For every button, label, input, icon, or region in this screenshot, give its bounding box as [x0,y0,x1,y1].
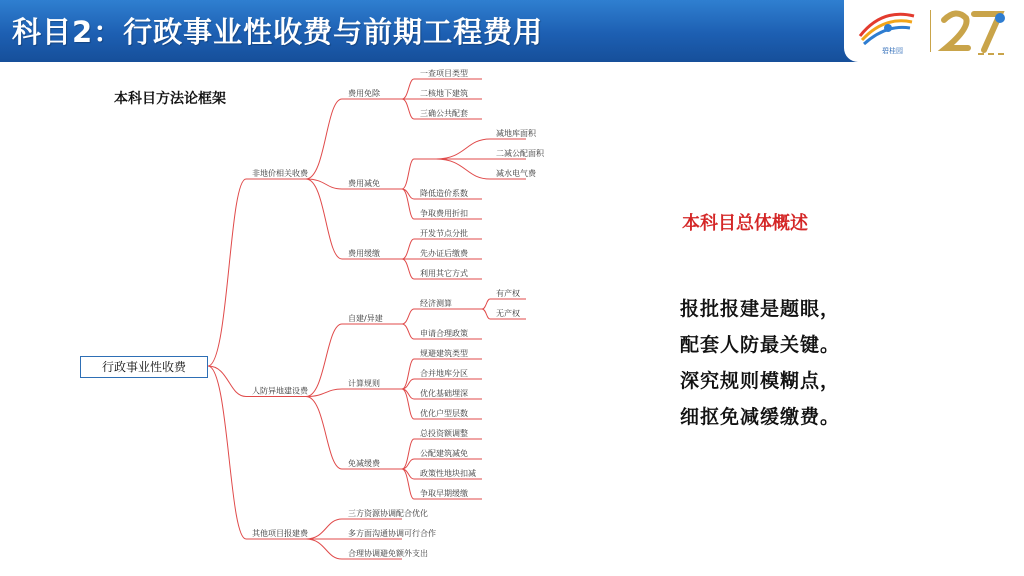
mindmap-node-label: 争取早期缓缴 [420,489,468,498]
title-bar [0,0,1024,62]
slide-title: 科目2：行政事业性收费与前期工程费用 [12,15,544,49]
logo-area [844,0,1024,62]
connector-line [482,309,490,319]
connector-line [208,366,246,539]
mindmap-node-label: 申请合理政策 [420,329,468,338]
connector-line [306,179,342,189]
company-logo-icon [852,6,922,56]
mindmap-node-label: 无产权 [496,309,520,318]
connector-line [306,179,342,259]
overview-title: 本科目总体概述 [682,213,808,234]
mindmap-node-label: 公配建筑减免 [420,449,468,458]
mindmap-node-label: 合并地库分区 [420,369,468,378]
mindmap-node-label: 经济测算 [420,299,452,308]
mindmap-node-label: 二核地下建筑 [420,89,468,98]
mindmap-node-label: 开发节点分批 [420,229,468,238]
connector-line [402,79,414,99]
connector-line [306,389,342,397]
connector-line [306,397,342,470]
mindmap-node-label: 费用减免 [348,179,380,188]
brand-name: 碧桂园 [882,47,903,55]
connector-line [402,309,414,324]
mindmap-title: 本科目方法论框架 [114,91,226,107]
mindmap-node-label: 计算规则 [348,379,380,388]
mindmap-node-label: 人防异地建设费 [252,386,308,396]
connector-line [402,239,414,259]
connector-line [402,99,414,119]
mindmap-node-label: 减地库面积 [496,129,536,138]
overview-line-2: 配套人防最关键。 [680,334,841,356]
mindmap-node-label: 三方资源协调配合优化 [348,509,428,518]
mindmap-node-label: 政策性地块扣减 [420,469,476,478]
connector-line [402,159,414,189]
overview-verse [680,291,840,435]
mindmap-node-label: 争取费用折扣 [420,209,468,218]
connector-line [208,179,246,366]
connector-line [436,159,490,179]
mindmap-node-label: 优化户型层数 [420,409,468,418]
methodology-mindmap [74,69,544,572]
mindmap-node-label: 利用其它方式 [420,269,468,278]
overview-line-1: 报批报建是题眼， [680,298,841,320]
mindmap-node-label: 先办证后缴费 [420,249,468,258]
connector-line [436,139,490,159]
connector-line [306,519,342,539]
connector-line [402,324,414,339]
mindmap-node-label: 一查项目类型 [420,69,468,78]
mindmap-node-label: 总投资额调整 [420,429,468,438]
mindmap-node-label: 优化基础埋深 [420,389,468,398]
mindmap-node-label: 多方面沟通协调可行合作 [348,529,436,538]
anniversary-27-logo-icon [938,4,1018,58]
connector-line [402,259,414,279]
mindmap-node-label: 规避建筑类型 [420,349,468,358]
mindmap-node-label: 三确公共配套 [420,109,468,118]
overview-line-4: 细抠免减缓缴费。 [680,406,841,428]
connector-line [482,299,490,309]
logo-divider [930,10,931,52]
overview-line-3: 深究规则模糊点， [680,370,841,392]
mindmap-node-label: 降低造价系数 [420,189,468,198]
mindmap-node-label: 费用缓缴 [348,249,380,258]
mindmap-canvas [74,69,544,572]
mindmap-node-label: 其他项目报建费 [252,529,308,538]
mindmap-node-label: 有产权 [496,289,520,298]
mindmap-node-label: 自建/异建 [348,314,383,323]
mindmap-node-label: 减水电气费 [496,169,536,178]
mindmap-node-label: 非地价相关收费 [252,169,308,178]
mindmap-node-label: 免减缓费 [348,459,380,468]
mindmap-node-label: 费用免除 [348,89,380,98]
mindmap-node-label: 合理协调避免额外支出 [348,549,428,558]
connector-line [306,99,342,179]
mindmap-node-label: 二减公配面积 [496,149,544,158]
connector-line [306,539,342,559]
mindmap-root-node: 行政事业性收费 [80,356,208,378]
connector-line [306,324,342,397]
